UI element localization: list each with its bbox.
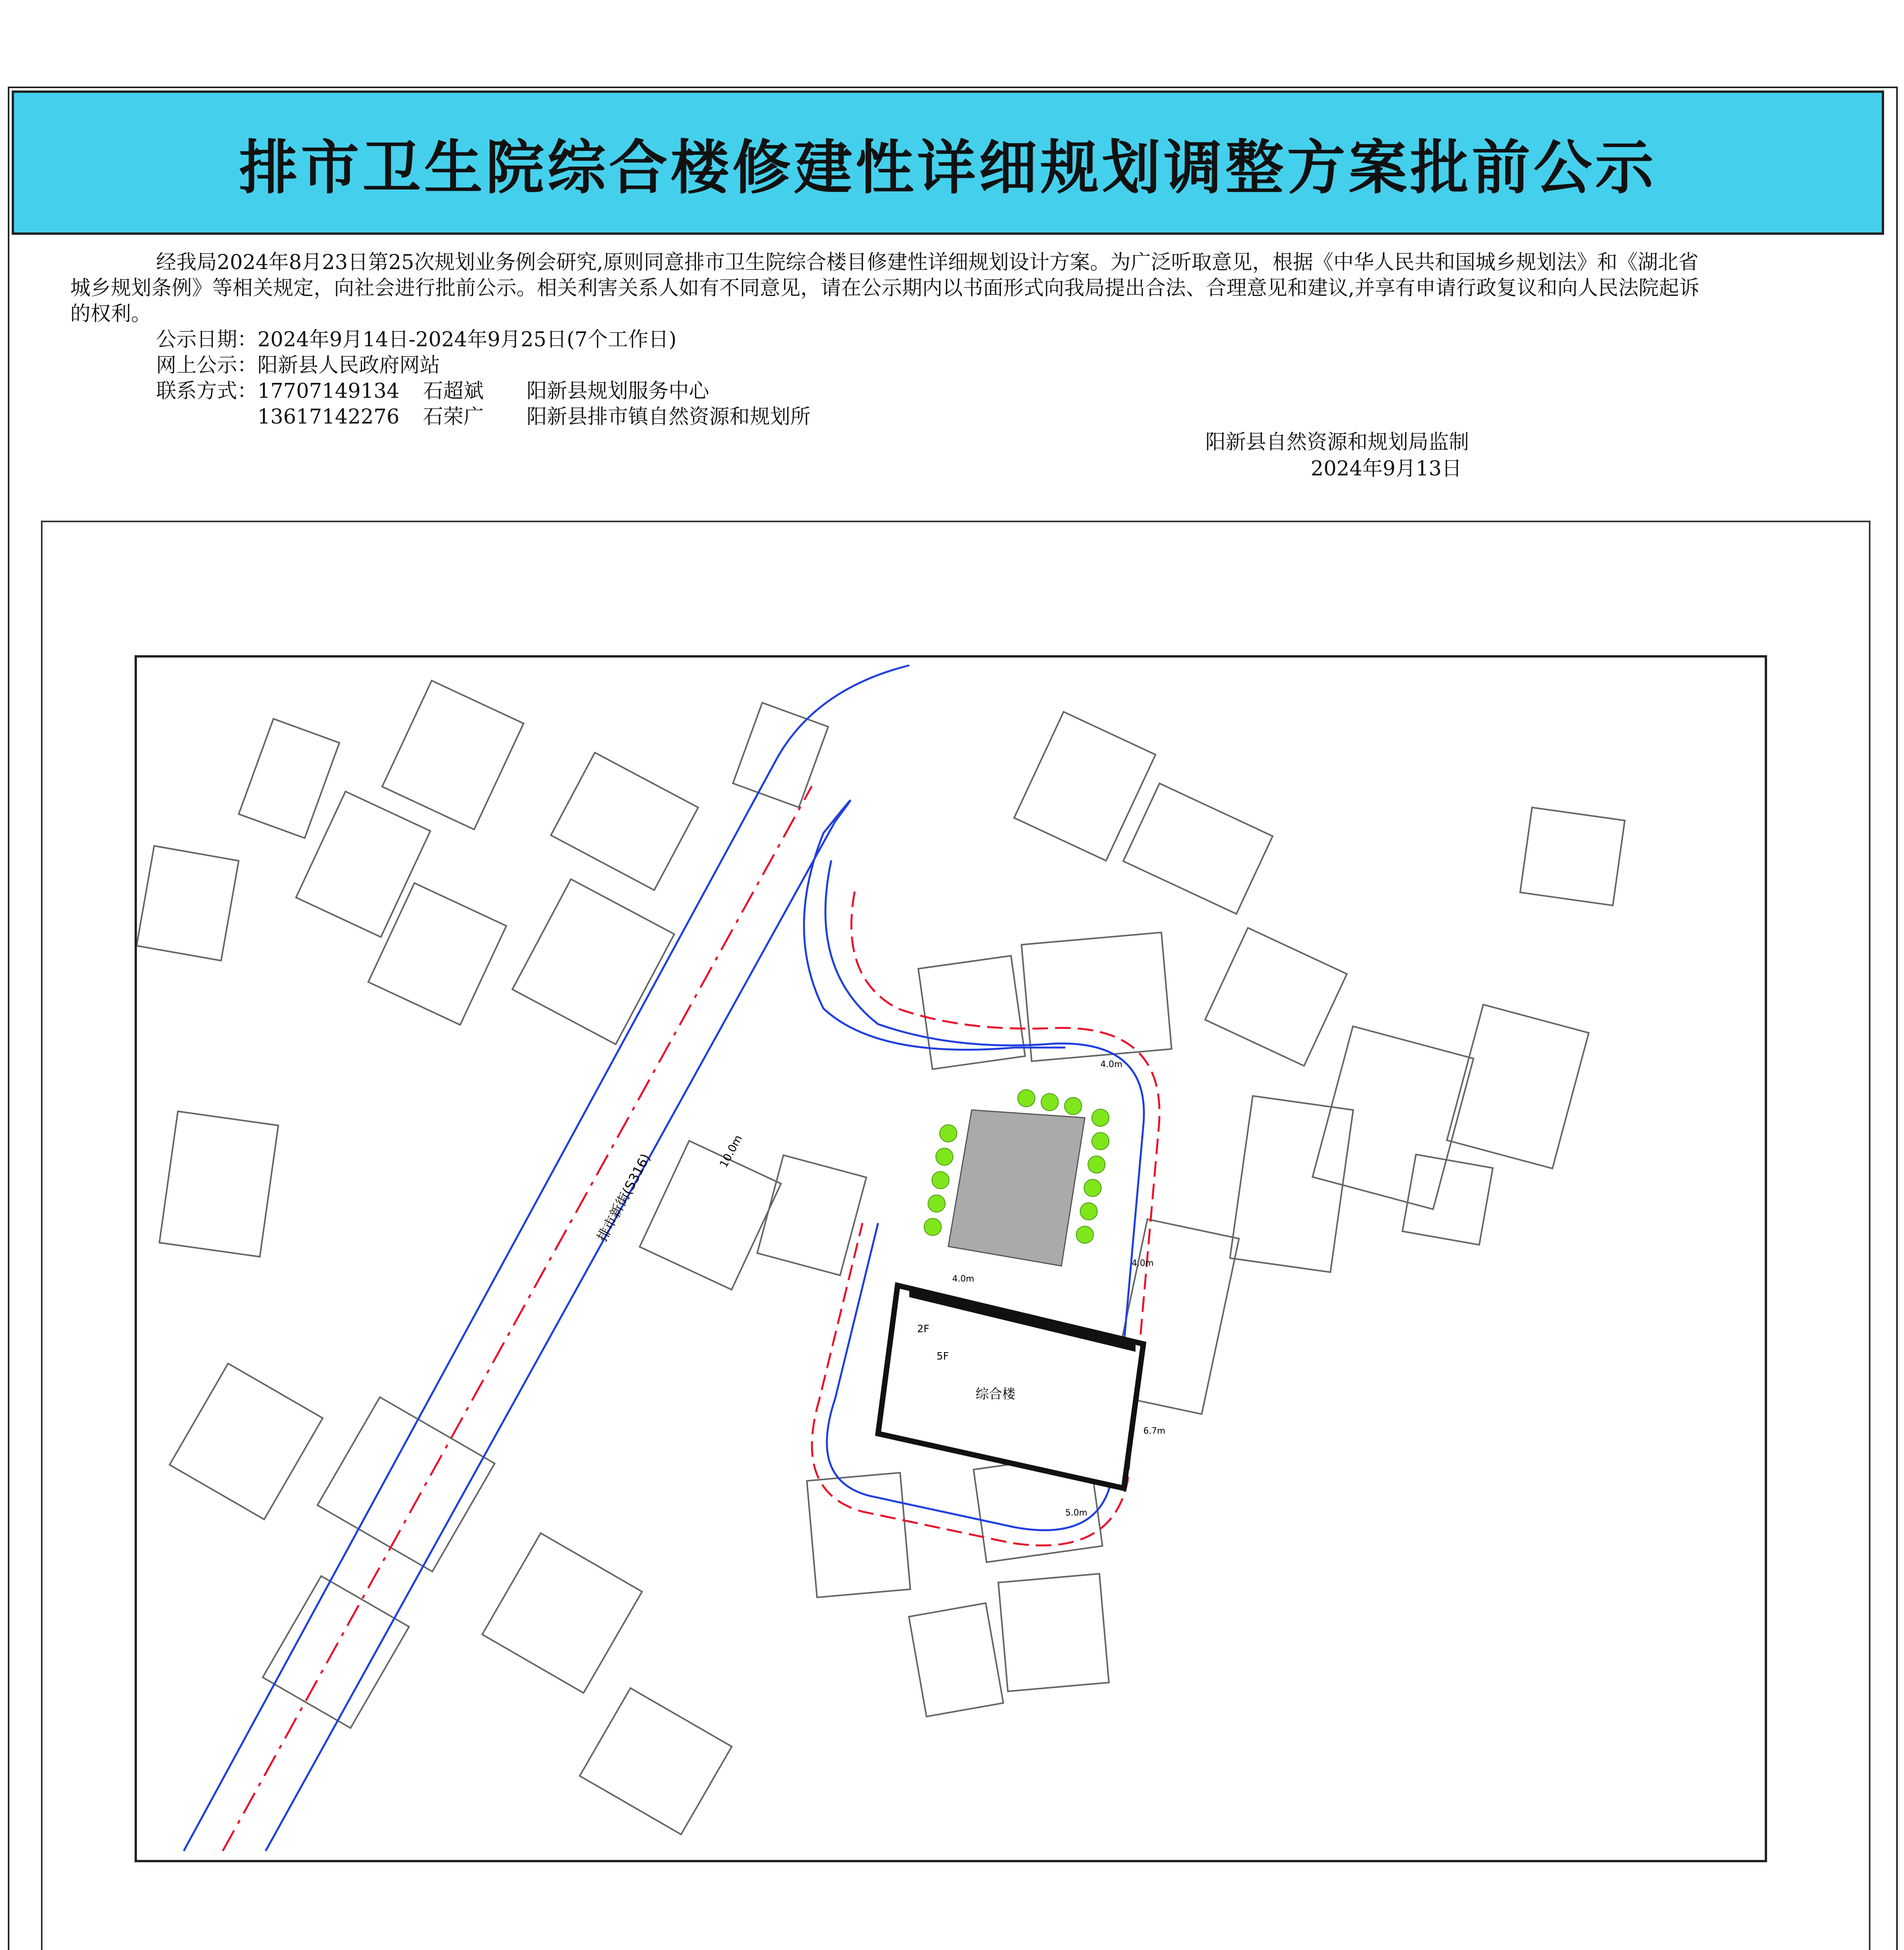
svg-text:4.0m: 4.0m [1132, 1259, 1154, 1268]
contact-org: 阳新县排市镇自然资源和规划所 [526, 405, 811, 429]
floor-label-2f: 2F [917, 1323, 930, 1335]
paved-plaza [948, 1110, 1085, 1266]
contact-org: 阳新县规划服务中心 [526, 379, 709, 403]
page-title: 排市卫生院综合楼修建性详细规划调整方案批前公示 [239, 134, 1657, 202]
site-plan-map [135, 655, 1767, 1862]
signature-org: 阳新县自然资源和规划局监制 [1205, 431, 1469, 454]
road-name-label: 排市新街(S316) [594, 1151, 654, 1244]
notice-body: 经我局2024年8月23日第25次规划业务例会研究,原则同意排市卫生院综合楼目修建性详细规划设计方案。为广泛听取意见，根据《中华人民共和国城乡规划法》和《湖北省城乡规划条例》等相关规定，向社会进行批前公示。相关利害关系人如有不同意见，请在公示期内以书面形式向我局提出合法、合理意见和建议,并享有申请行政复议和向人民法院起诉的权利。 [70, 251, 1700, 326]
svg-text:6.7m: 6.7m [1143, 1426, 1166, 1436]
signature-date: 2024年9月13日 [1311, 457, 1462, 480]
svg-text:5.0m: 5.0m [1065, 1508, 1088, 1518]
contact-phone: 13617142276 [257, 405, 399, 429]
contact-name: 石荣广 [422, 405, 484, 429]
notice-web: 网上公示：阳新县人民政府网站 [156, 354, 440, 377]
site-plan-svg [137, 658, 1765, 1860]
floor-label-5f: 5F [937, 1351, 949, 1362]
contact-row-1: 联系方式： 17707149134 石超斌 阳新县规划服务中心 [70, 378, 1709, 404]
signature [1205, 429, 1469, 482]
title-banner [12, 90, 1884, 235]
contact-row-2 [70, 404, 1709, 430]
svg-text:4.0m: 4.0m [1100, 1060, 1123, 1069]
notice-text [70, 250, 1709, 430]
contact-phone: 17707149134 [257, 379, 399, 403]
contact-name: 石超斌 [422, 379, 484, 403]
building-label: 综合楼 [976, 1386, 1015, 1402]
road-width-label: 10.0m [717, 1133, 745, 1170]
svg-text:4.0m: 4.0m [952, 1274, 974, 1284]
existing-buildings [137, 681, 1625, 1834]
notice-date: 公示日期：2024年9月14日-2024年9月25日(7个工作日) [156, 328, 677, 351]
